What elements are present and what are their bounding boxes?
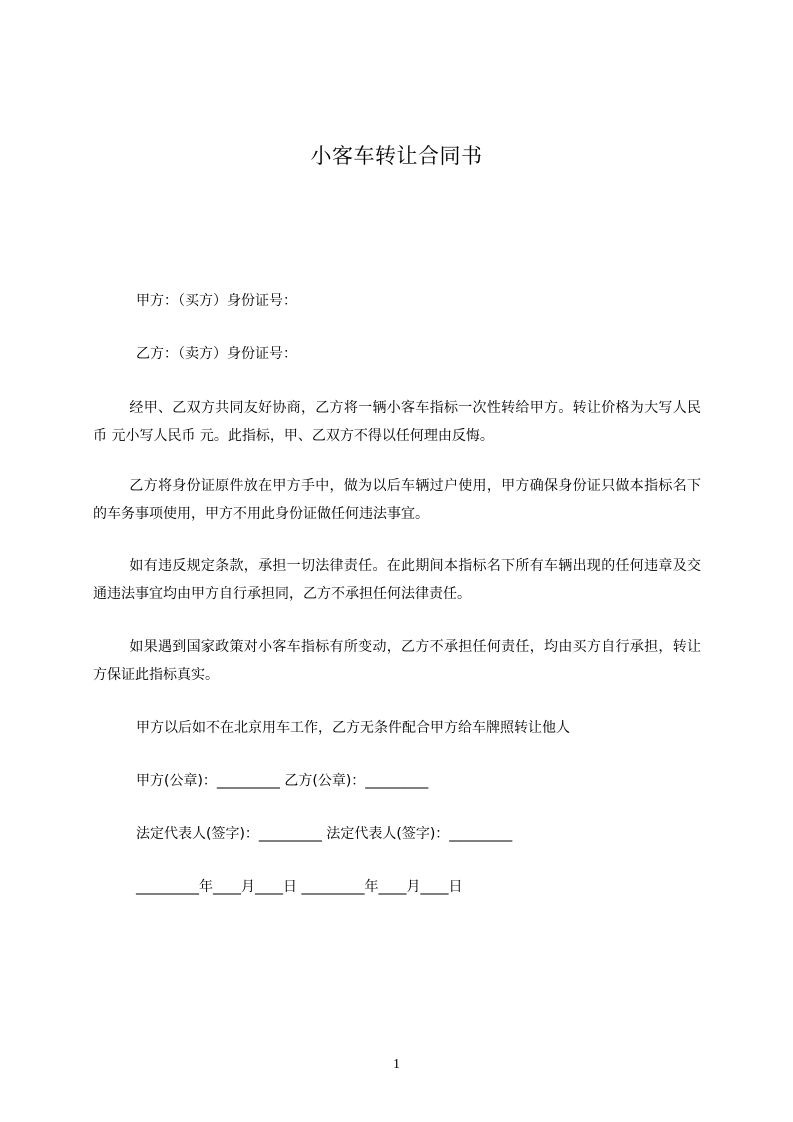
clause-beijing-line: 甲方以后如不在北京用车工作，乙方无条件配合甲方给车牌照转让他人 [136, 720, 570, 736]
representative-signature-line: 法定代表人(签字)：_________ 法定代表人(签字)：_________ [136, 826, 513, 842]
party-b-line: 乙方：（卖方）身份证号： [136, 346, 297, 362]
paragraph-liability: 如有违反规定条款，承担一切法律责任。在此期间本指标名下所有车辆出现的任何违章及交通违法事宜均由甲方自行承担同，乙方不承担任何法律责任。 [93, 558, 701, 602]
paragraph-transfer-price: 经甲、乙双方共同友好协商，乙方将一辆小客车指标一次性转给甲方。转让价格为大写人民币 元小写人民币 元。此指标，甲、乙双方不得以任何理由反悔。 [93, 400, 701, 444]
date-line: _________年____月____日 _________年____月____日 [136, 879, 463, 895]
page-number: 1 [393, 1057, 400, 1072]
seal-line: 甲方(公章)：_________ 乙方(公章)：_________ [136, 773, 429, 789]
document-title: 小客车转让合同书 [310, 144, 483, 168]
paragraph-id-card: 乙方将身份证原件放在甲方手中，做为以后车辆过户使用，甲方确保身份证只做本指标名下的车务事项使用，甲方不用此身份证做任何违法事宜。 [93, 478, 701, 522]
paragraph-policy-change: 如果遇到国家政策对小客车指标有所变动，乙方不承担任何责任，均由买方自行承担，转让方保证此指标真实。 [93, 639, 701, 683]
party-a-line: 甲方：（买方）身份证号： [136, 293, 297, 309]
